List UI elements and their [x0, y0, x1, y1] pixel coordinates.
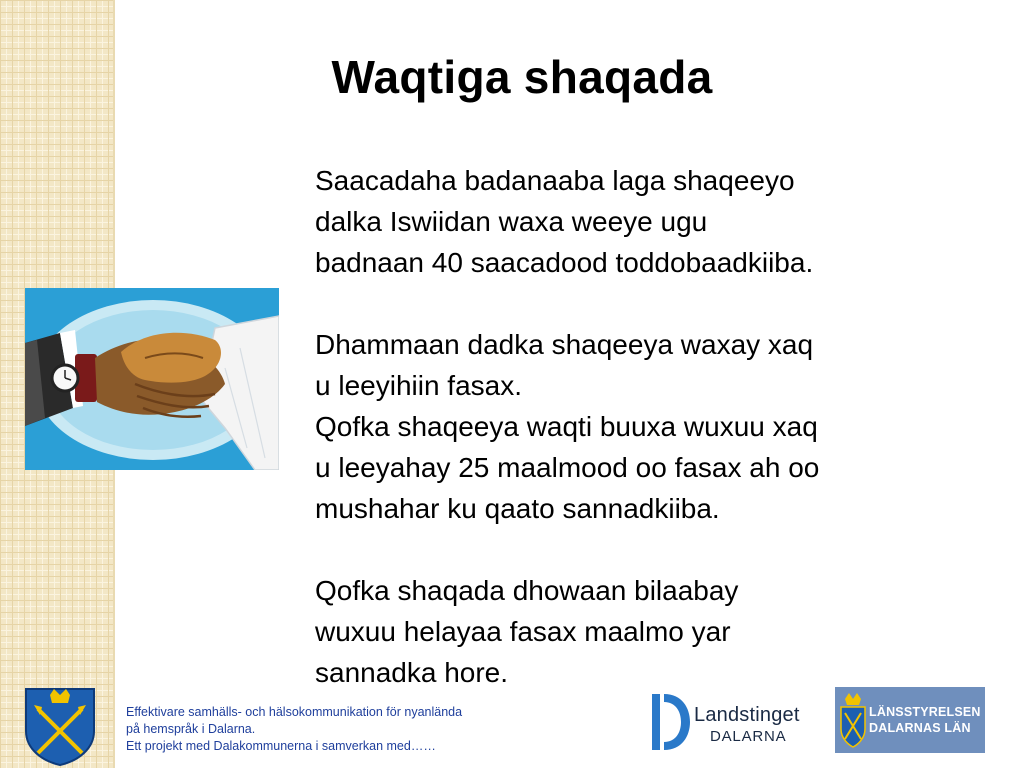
- paragraph-new-employee: Qofka shaqada dhowaan bilaabay wuxuu helayaa fasax maalmo yar sannadka hore.: [315, 575, 739, 688]
- landstinget-mark-icon: [650, 692, 694, 752]
- landstinget-sub: DALARNA: [710, 728, 787, 745]
- slide-title: Waqtiga shaqada: [331, 51, 713, 103]
- lansstyrelsen-line-2: DALARNAS LÄN: [869, 721, 971, 735]
- paragraph-vacation-rights: Dhammaan dadka shaqeeya waxay xaq u leeyihiin fasax. Qofka shaqeeya waqti buuxa wuxuu xaq u leeyahay 25 maalmood oo fasax ah oo mushahar ku qaato sannadkiiba.: [315, 329, 820, 524]
- footer-line-2: på hemspråk i Dalarna.: [126, 722, 256, 736]
- handshake-clipart-icon: [25, 288, 279, 470]
- landstinget-logo: [650, 692, 820, 752]
- paragraph-working-hours: Saacadaha badanaaba laga shaqeeyo dalka Iswiidan waxa weeye ugu badnaan 40 saacadood toddobaadkiiba.: [315, 165, 814, 278]
- landstinget-name: Landstinget: [694, 704, 800, 726]
- lansstyrelsen-line-1: LÄNSSTYRELSEN: [869, 705, 981, 719]
- footer-line-3: Ett projekt med Dalakommunerna i samverkan med……: [126, 739, 436, 753]
- footer-project-text: [126, 704, 596, 755]
- dalarna-crest-icon: [22, 685, 98, 767]
- lansstyrelsen-crest-icon: [835, 687, 869, 753]
- footer-line-1: Effektivare samhälls- och hälsokommunikation för nyanlända: [126, 705, 463, 719]
- lansstyrelsen-logo: [835, 687, 985, 753]
- slide-body: [315, 160, 965, 693]
